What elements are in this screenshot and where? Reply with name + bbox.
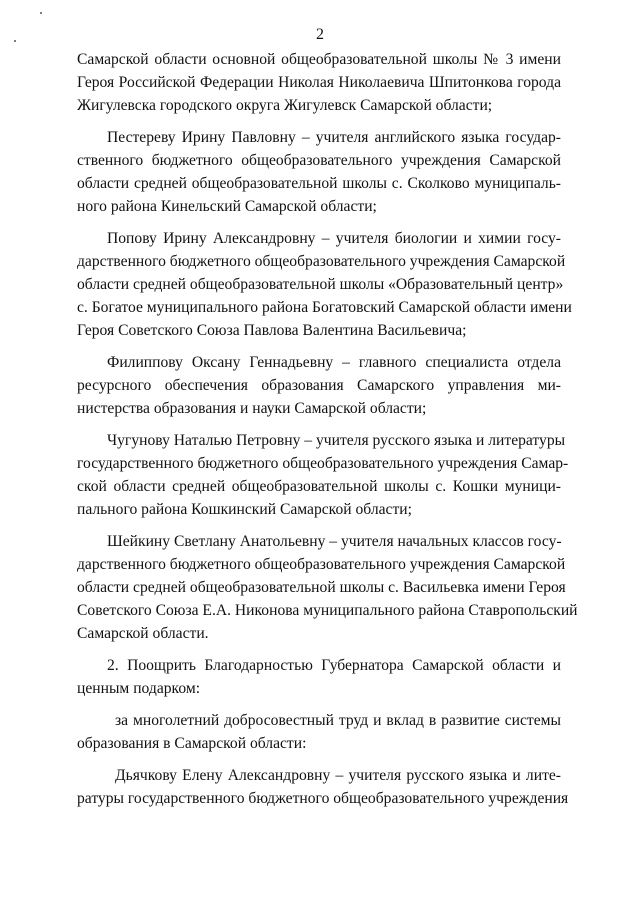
text-line: Героя Российской Федерации Николая Николаевича Шпитонкова города bbox=[77, 74, 561, 91]
paragraph-filippova bbox=[77, 351, 561, 420]
text-line: дарственного бюджетного общеобразовательного учреждения Самарской bbox=[77, 556, 566, 573]
document-body bbox=[77, 48, 578, 819]
text-line: Самарской области. bbox=[77, 625, 209, 642]
text-line: пального района Кошкинский Самарской области; bbox=[77, 501, 412, 518]
text-line: Героя Советского Союза Павлова Валентина Васильевича; bbox=[77, 322, 467, 339]
text-line: Попову Ирину Александровну – учителя биологии и химии госу- bbox=[107, 230, 561, 247]
text-line: Шейкину Светлану Анатольевну – учителя начальных классов госу- bbox=[107, 533, 562, 550]
text-line: дарственного бюджетного общеобразовательного учреждения Самарской bbox=[77, 253, 566, 270]
paragraph-pestereva bbox=[77, 126, 561, 218]
text-line: Филиппову Оксану Геннадьевну – главного специалиста отдела bbox=[107, 354, 561, 371]
paragraph-dyachkova bbox=[77, 764, 569, 810]
text-line: за многолетний добросовестный труд и вклад в развитие системы bbox=[115, 712, 561, 729]
text-line: Дьячкову Елену Александровну – учителя русского языка и лите- bbox=[115, 767, 561, 784]
paragraph-popova bbox=[77, 227, 572, 342]
text-line: нистерства образования и науки Самарской области; bbox=[77, 400, 427, 417]
text-line: Жигулевска городского округа Жигулевск Самарской области; bbox=[77, 97, 493, 114]
text-line: ской области средней общеобразовательной школы с. Кошки муници- bbox=[77, 478, 561, 495]
text-line: ресурсного обеспечения образования Самарского управления ми- bbox=[77, 377, 561, 394]
text-line: Самарской области основной общеобразовательной школы № 3 имени bbox=[77, 51, 561, 68]
text-line: области средней общеобразовательной школы «Образовательный центр» bbox=[77, 276, 564, 293]
paragraph-chugunova bbox=[77, 429, 569, 521]
text-line: Чугунову Наталью Петровну – учителя русского языка и литературы bbox=[107, 432, 566, 449]
text-line: ственного бюджетного общеобразовательного учреждения Самарской bbox=[77, 152, 561, 169]
text-line: ценным подарком: bbox=[77, 680, 201, 697]
page-number: 2 bbox=[316, 26, 324, 43]
paragraph-continuation bbox=[77, 48, 561, 117]
text-line: ного района Кинельский Самарской области; bbox=[77, 198, 377, 215]
text-line: Советского Союза Е.А. Никонова муниципального района Ставропольский bbox=[77, 602, 578, 619]
text-line: государственного бюджетного общеобразовательного учреждения Самар- bbox=[77, 455, 569, 472]
text-line: 2. Поощрить Благодарностью Губернатора Самарской области и bbox=[107, 657, 561, 674]
paragraph-sheikina bbox=[77, 530, 578, 645]
paragraph-reason bbox=[77, 709, 561, 755]
text-line: ратуры государственного бюджетного общеобразовательного учреждения bbox=[77, 790, 569, 807]
paragraph-item-2 bbox=[77, 654, 561, 700]
text-line: Пестереву Ирину Павловну – учителя английского языка государ- bbox=[107, 129, 561, 146]
text-line: области средней общеобразовательной школы с. Сколково муниципаль- bbox=[77, 175, 561, 192]
text-line: с. Богатое муниципального района Богатовский Самарской области имени bbox=[77, 299, 572, 316]
text-line: области средней общеобразовательной школы с. Васильевка имени Героя bbox=[77, 579, 566, 596]
scan-speck bbox=[40, 12, 42, 14]
text-line: образования в Самарской области: bbox=[77, 735, 307, 752]
